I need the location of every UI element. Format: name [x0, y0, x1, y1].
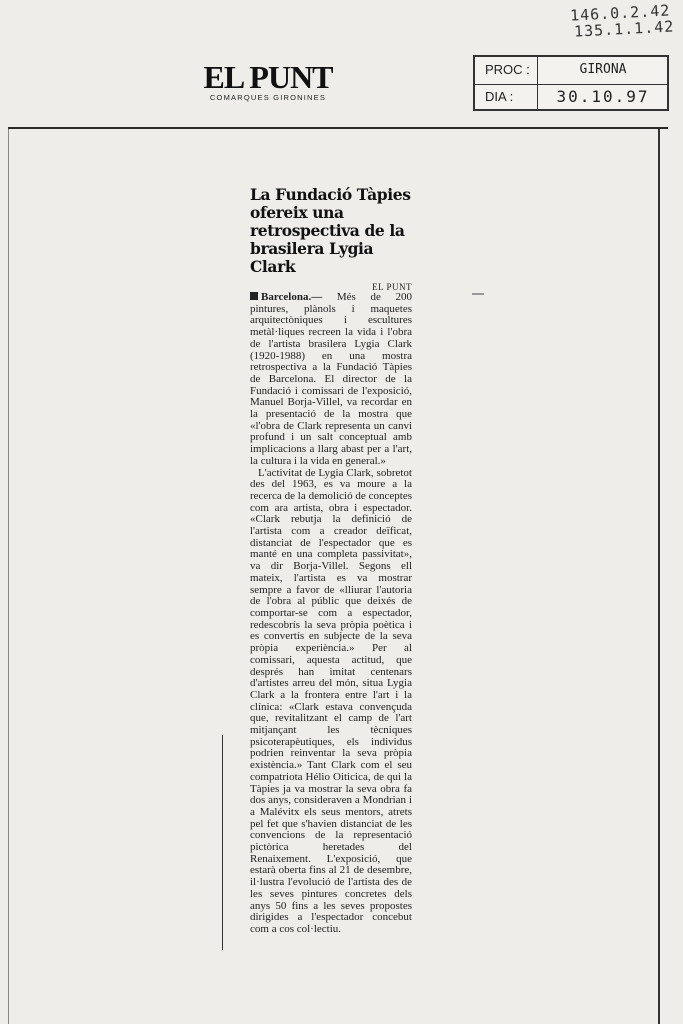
- news-article: [250, 186, 412, 936]
- article-dateline: Barcelona.—: [261, 291, 323, 303]
- bullet-square-icon: [250, 292, 258, 300]
- proc-value: GIRONA: [579, 62, 627, 77]
- masthead: [198, 59, 338, 102]
- dia-value: 30.10.97: [556, 87, 650, 106]
- archive-stamp: [473, 55, 669, 111]
- newspaper-subtitle: COMARQUES GIRONINES: [209, 93, 327, 102]
- article-headline: La Fundació Tàpies ofereix una retrospectiva de la brasilera Lygia Clark: [250, 185, 411, 276]
- article-body: [250, 292, 412, 936]
- handwritten-reference-2: 135.1.1.42: [573, 17, 675, 41]
- page-border-top: [8, 127, 668, 129]
- paragraph-text: Més de 200 pintures, plànols i maquetes arquitectòniques i escultures metàl·liques recreen la vida i l'obra de l'artista brasilera Lygia Clark (1920-1988) en una mostra retrospectiva a la Fundació Tàpies de Barcelona. El director de la Fundació i comissari de l'exposició, Manuel Borja-Villel, va recordar en la presentació de la mostra que «l'obra de Clark representa un canvi profund i un salt conceptual amb implicacions a llarg abast per a l'art, la cultura i la vida en general.»: [250, 291, 413, 467]
- paper-speck: [472, 293, 484, 295]
- stamp-row-dia: [475, 84, 667, 111]
- stamp-row-proc: [475, 57, 667, 85]
- handwritten-reference-1: 146.0.2.42: [569, 1, 671, 25]
- stamp-divider: [537, 57, 538, 84]
- newspaper-title: EL PUNT: [203, 59, 333, 95]
- proc-label: PROC :: [485, 62, 530, 77]
- stamp-divider: [537, 84, 538, 111]
- article-paragraph-2: L'activitat de Lygia Clark, sobretot des del 1963, es va moure a la recerca de la demolició de conceptes com ara artista, obra i espectador. «Clark rebutja la definició de l'artista com a creador deïficat, distanciat de l'espectador que es manté en una completa passivitat», va dir Borja-Villel. Segons ell mateix, l'artista es va mostrar sempre a favor de «lliurar l'autoria de l'obra al públic que deixés de comportar-se com a espectador, redescobrís la seva pròpia poètica i es convertís en subjecte de la seva pròpia experiència.» Per al comissari, aquesta actitud, que després han imitat centenars d'artistes arreu del món, situa Lygia Clark a la frontera entre l'art i la clínica: «Clark estava convençuda que, revitalitzant el camp de l'art mitjançant les tècniques psicoterapèutiques, els individus podrien reinventar la seva pròpia existència.» Tant Clark com el seu compatriota Hélio Oiticica, de qui la Tàpies ja va mostrar la seva obra fa dos anys, consideraven a Mondrian i a Malévitx els seus mentors, atrets pel fet que s'havien distanciat de les convencions de la representació pictòrica heretades del Renaixement. L'exposició, que estarà oberta fins al 21 de desembre, il·lustra l'evolució de l'artista des de les seves pintures concretes dels anys 50 fins a les seves propostes dirigides a l'espectador concebut com a cos col·lectiu.: [250, 466, 412, 935]
- article-paragraph-1: [250, 292, 412, 468]
- page-border-right: [658, 129, 660, 1024]
- column-rule: [222, 735, 223, 950]
- page-border-left: [8, 129, 9, 1024]
- article-byline: EL PUNT: [372, 282, 412, 292]
- dia-label: DIA :: [485, 89, 514, 104]
